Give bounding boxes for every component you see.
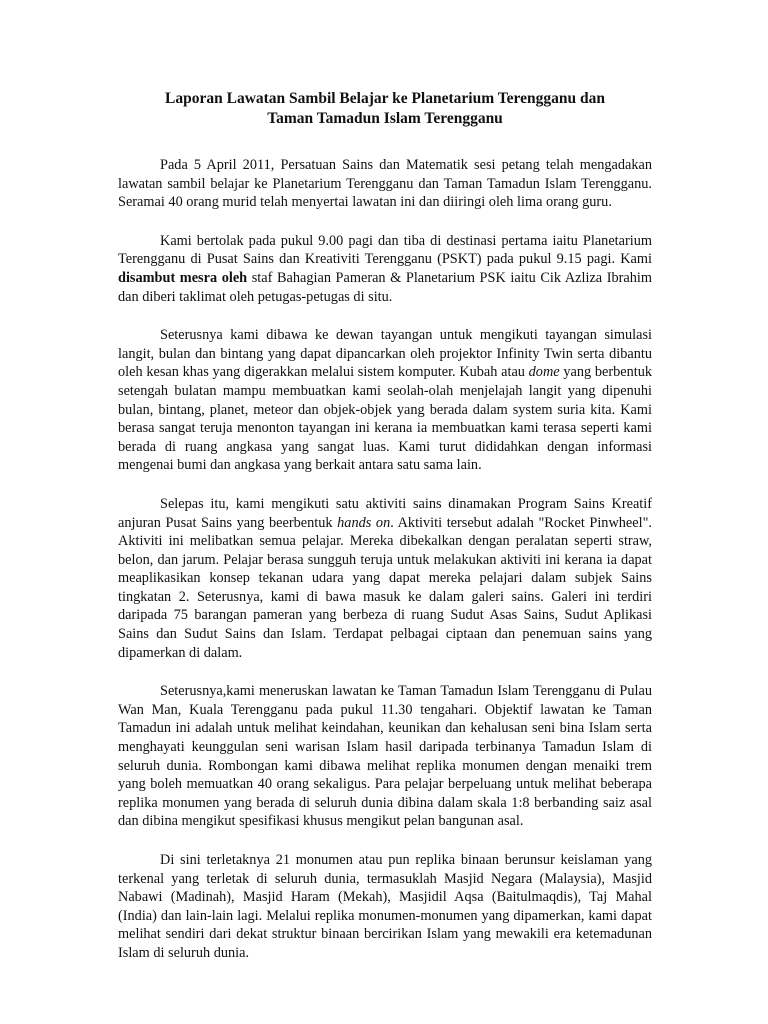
title-line-1: Laporan Lawatan Sambil Belajar ke Planetarium Terengganu dan xyxy=(165,90,605,107)
paragraph-3-italic-text: dome xyxy=(528,364,560,381)
paragraph-4 xyxy=(118,495,652,662)
paragraph-3 xyxy=(118,326,652,475)
paragraph-2-text-end: staf Bahagian Pameran & Planetarium PSK iaitu Cik Azliza Ibrahim dan diberi taklimat oleh petugas-petugas di situ. xyxy=(118,269,653,305)
paragraph-4-text-end: . Aktiviti tersebut adalah "Rocket Pinwheel". Aktiviti ini melibatkan semua pelajar. Mereka dibekalkan dengan peralatan seperti straw, belon, dan jarum. Pelajar berasa sungguh teruja untuk melakukan aktiviti ini kerana ia dapat meaplikasikan konsep tekanan udara yang dapat mereka pelajari dalam subjek Sains tingkatan 2. Seterusnya, kami di bawa masuk ke dalam galeri sains. Galeri ini terdiri daripada 75 barangan pameran yang berbeza di ruang Sudut Asas Sains, Sudut Aplikasi Sains dan Sudut Sains dan Islam. Terdapat pelbagai ciptaan dan penemuan sains yang dipamerkan di dalam. xyxy=(118,514,653,661)
paragraph-1: Pada 5 April 2011, Persatuan Sains dan Matematik sesi petang telah mengadakan lawatan sambil belajar ke Planetarium Terengganu dan Taman Tamadun Islam Terengganu. Seramai 40 orang murid telah menyertai lawatan ini dan diiringi oleh lima orang guru. xyxy=(118,157,652,211)
document-body xyxy=(118,156,652,983)
paragraph-2-bold-text: disambut mesra oleh xyxy=(118,269,248,286)
document-title xyxy=(118,89,652,129)
paragraph-3-text-start: Seterusnya kami dibawa ke dewan tayangan untuk mengikuti tayangan simulasi langit, bulan dan bintang yang dapat dipancarkan oleh projektor Infinity Twin serta dibantu oleh kesan khas yang digerakkan melalui sistem komputer. Kubah atau xyxy=(118,327,652,381)
paragraph-5: Seterusnya,kami meneruskan lawatan ke Taman Tamadun Islam Terengganu di Pulau Wan Man, Kuala Terengganu pada pukul 11.30 tengahari. Objektif lawatan ke Taman Tamadun ini adalah untuk melihat keindahan, keunikan dan kehalusan seni bina Islam serta menghayati keunggulan seni warisan Islam hasil daripada terbinanya Tamadun Islam di seluruh dunia. Rombongan kami dibawa melihat replika monumen dengan menaiki trem yang boleh memuatkan 40 orang sekaligus. Para pelajar berpeluang untuk melihat beberapa replika monumen yang berada di seluruh dunia dibina dalam skala 1:8 berbanding saiz asal dan dibina mengikut spesifikasi khusus mengikut pelan bangunan asal. xyxy=(118,683,652,830)
paragraph-4-text-start: Selepas itu, kami mengikuti satu aktiviti sains dinamakan Program Sains Kreatif anjuran Pusat Sains yang beerbentuk xyxy=(118,495,652,531)
paragraph-6: Di sini terletaknya 21 monumen atau pun replika binaan berunsur keislaman yang terkenal yang terletak di seluruh dunia, termasuklah Masjid Negara (Malaysia), Masjid Nabawi (Madinah), Masjid Haram (Mekah), Masjidil Aqsa (Baitulmaqdis), Taj Mahal (India) dan lain-lain lagi. Melalui replika monumen-monumen yang dipamerkan, kami dapat melihat sendiri dari dekat struktur binaan bercirikan Islam yang mewakili era ketemadunan Islam di seluruh dunia. xyxy=(118,852,652,961)
paragraph-4-italic-text: hands on xyxy=(337,514,391,531)
paragraph-2-text-start: Kami bertolak pada pukul 9.00 pagi dan tiba di destinasi pertama iaitu Planetarium Terengganu di Pusat Sains dan Kreativiti Terengganu (PSKT) pada pukul 9.15 pagi. Kami xyxy=(118,232,652,268)
paragraph-3-text-end: yang berbentuk setengah bulatan mampu membuatkan kami seolah-olah menjelajah langit yang dipenuhi bulan, bintang, planet, meteor dan objek-objek yang berada dalam system suria kita. Kami berasa sangat teruja menonton tayangan ini kerana ia membuatkan kami terasa seperti kami berada di ruang angkasa yang sangat luas. Kami turut dididahkan dengan informasi mengenai bumi dan angkasa yang berkait antara satu sama lain. xyxy=(118,364,652,474)
paragraph-2 xyxy=(118,232,652,306)
title-line-2: Taman Tamadun Islam Terengganu xyxy=(267,110,503,127)
